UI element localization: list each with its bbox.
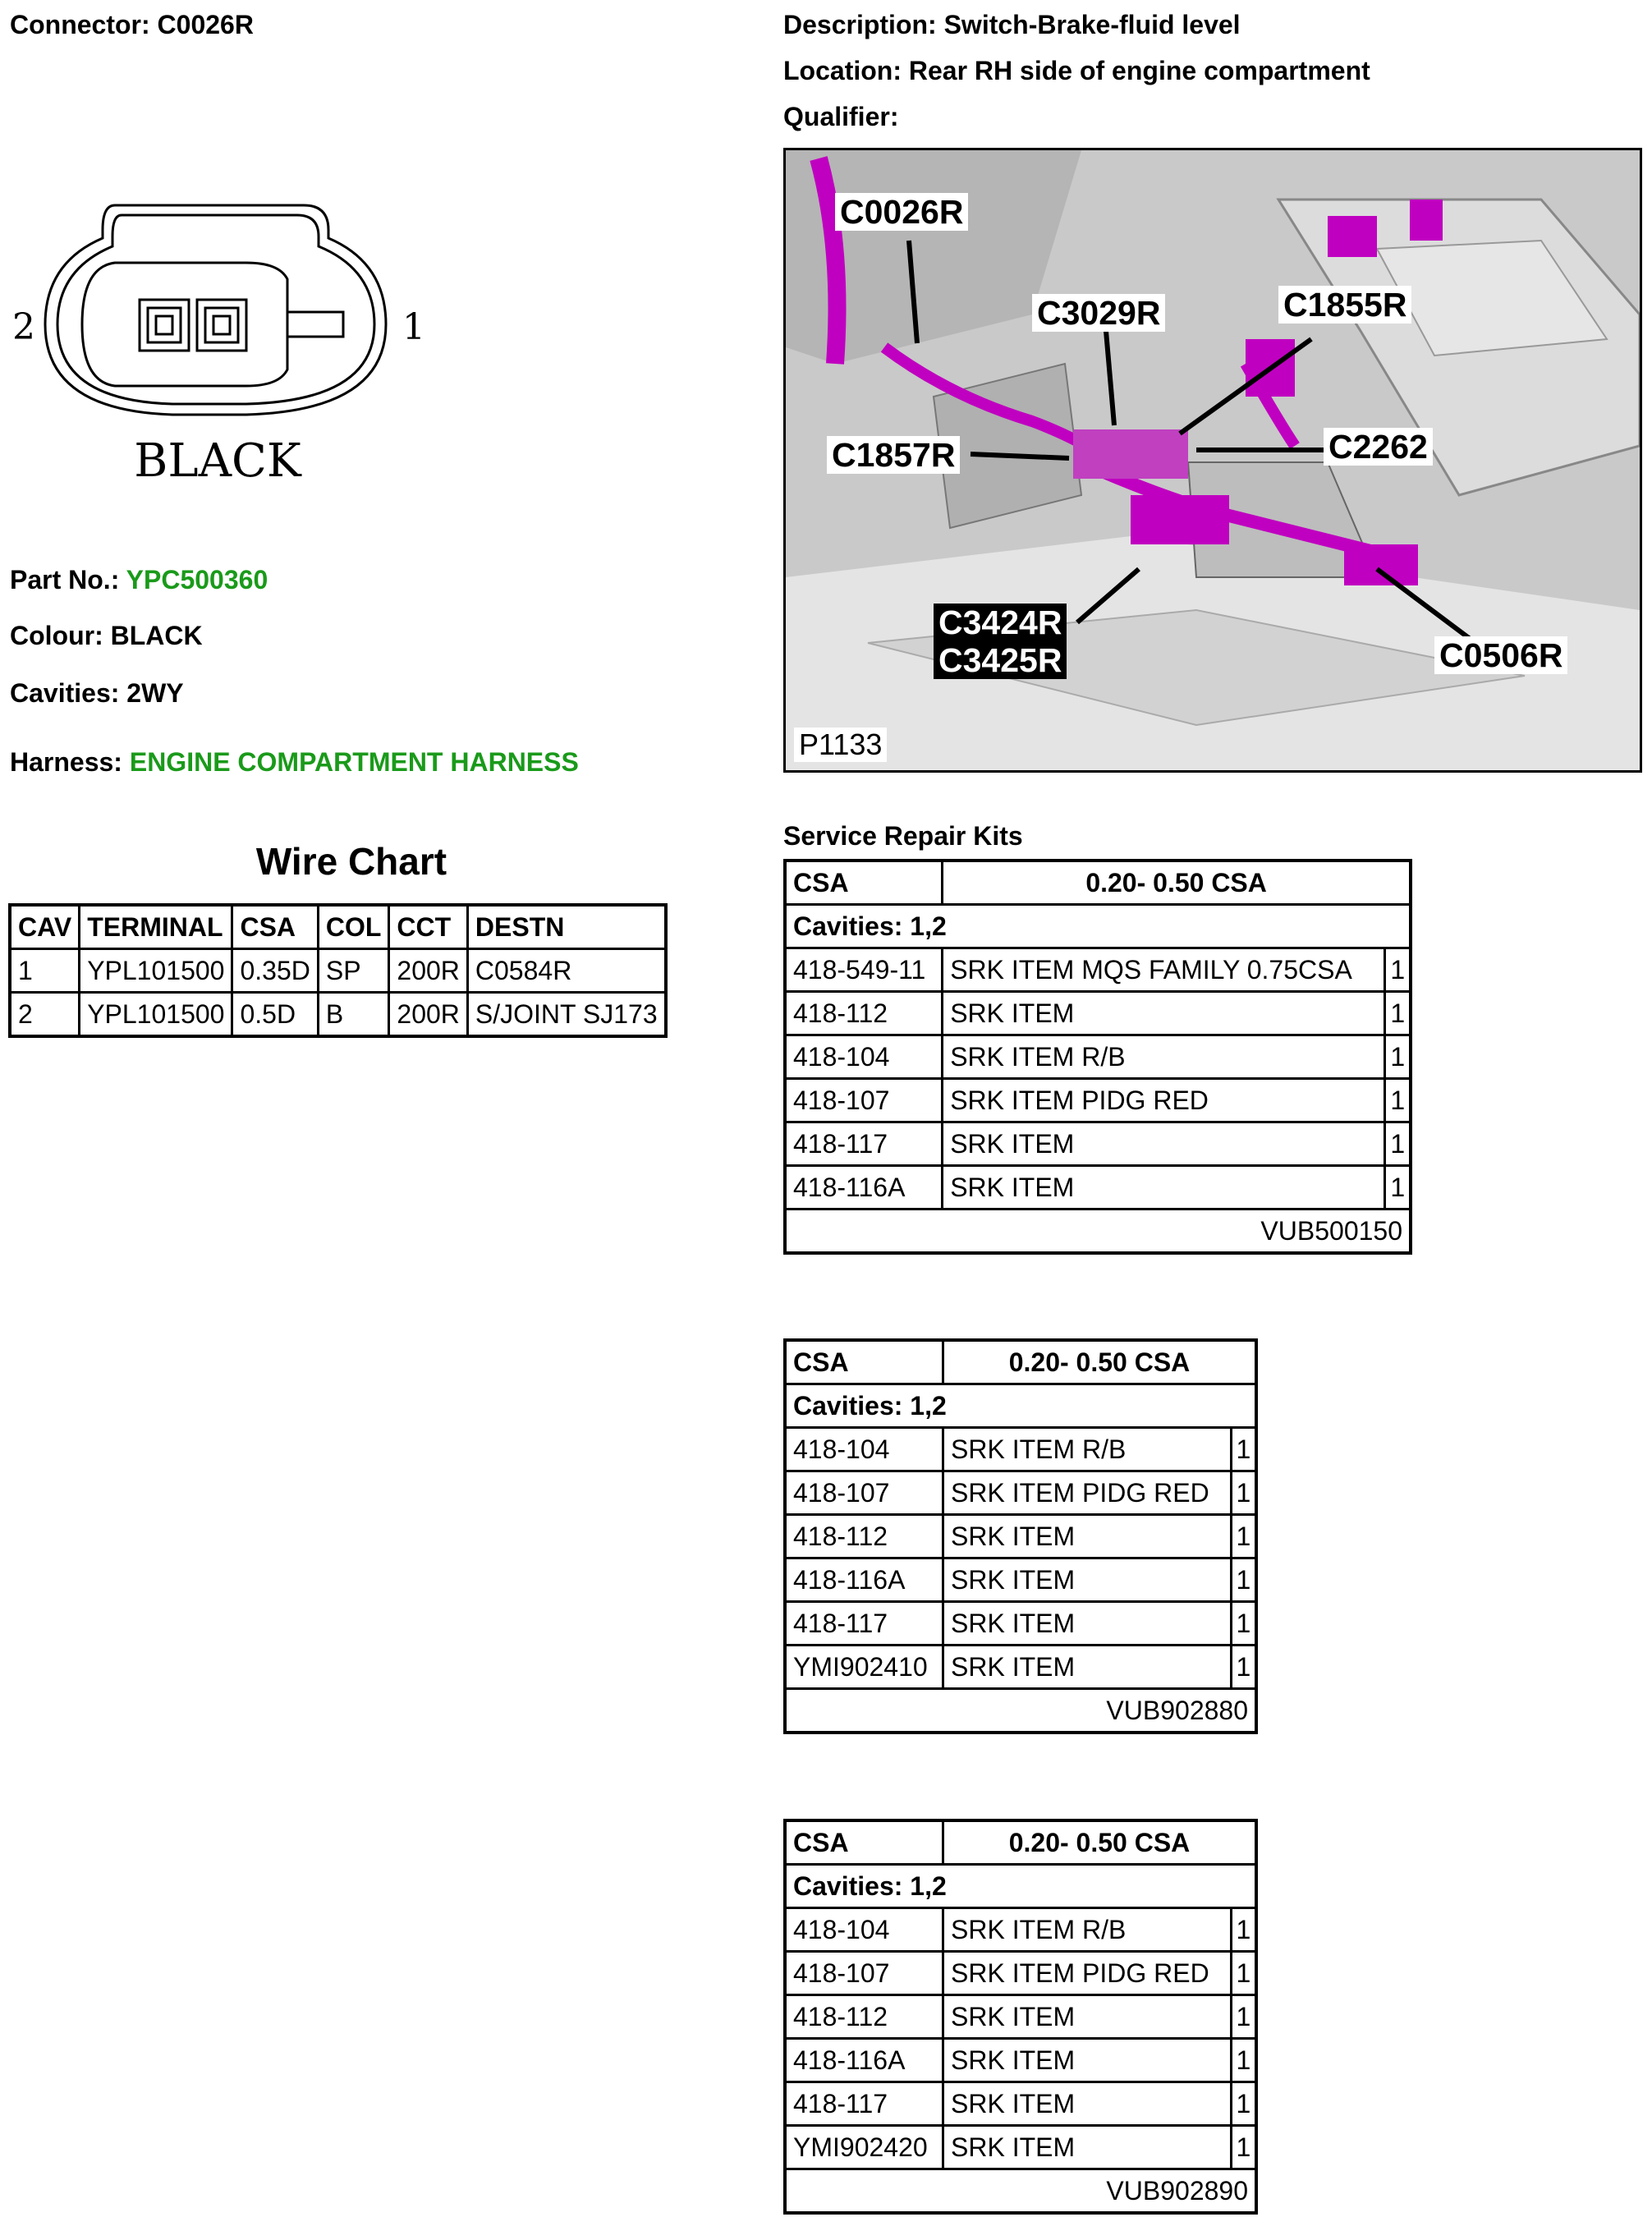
cell: 2 bbox=[10, 993, 80, 1037]
kit-item-desc: SRK ITEM bbox=[943, 1515, 1232, 1558]
table-row bbox=[785, 1952, 1256, 1995]
location-line bbox=[783, 56, 1370, 86]
callout-c3425r: C3425R bbox=[934, 641, 1067, 679]
table-row bbox=[785, 1166, 1411, 1210]
kit-item-code: 418-116A bbox=[785, 2039, 943, 2082]
table-row bbox=[785, 1995, 1256, 2039]
connector-line bbox=[10, 10, 254, 40]
description-label: Description: bbox=[783, 10, 937, 39]
location-photo bbox=[783, 148, 1642, 773]
table-row bbox=[785, 1122, 1411, 1166]
callout-c2262: C2262 bbox=[1324, 428, 1433, 466]
colour-line bbox=[10, 621, 203, 651]
qualifier-label: Qualifier: bbox=[783, 102, 899, 131]
kit-item-desc: SRK ITEM bbox=[943, 1122, 1385, 1166]
cell: 200R bbox=[389, 949, 468, 993]
cell: SP bbox=[318, 949, 389, 993]
table-row bbox=[785, 1471, 1256, 1515]
kit-item-desc: SRK ITEM bbox=[943, 1646, 1232, 1689]
kit-item-code: 418-112 bbox=[785, 1515, 943, 1558]
location-label: Location: bbox=[783, 56, 902, 85]
repair-kit-table bbox=[783, 1819, 1258, 2215]
kit-item-desc: SRK ITEM R/B bbox=[943, 1035, 1385, 1079]
table-row bbox=[785, 2126, 1256, 2169]
header-csa: CSA bbox=[232, 905, 318, 949]
table-row bbox=[785, 1515, 1256, 1558]
callout-c0026r: C0026R bbox=[835, 193, 968, 231]
kit-csa-row bbox=[785, 1340, 1256, 1384]
kit-item-code: 418-104 bbox=[785, 1035, 943, 1079]
kit-item-code: 418-104 bbox=[785, 1908, 943, 1952]
kit-item-code: 418-112 bbox=[785, 992, 943, 1035]
repair-kit-table bbox=[783, 859, 1412, 1255]
kit-item-desc: SRK ITEM bbox=[943, 1558, 1232, 1602]
kit-csa-label: CSA bbox=[785, 1820, 943, 1865]
kit-item-qty: 1 bbox=[1231, 1471, 1256, 1515]
location-value: Rear RH side of engine compartment bbox=[908, 56, 1370, 85]
kit-item-desc: SRK ITEM bbox=[943, 2082, 1232, 2126]
kit-item-code: YMI902420 bbox=[785, 2126, 943, 2169]
kit-item-desc: SRK ITEM PIDG RED bbox=[943, 1471, 1232, 1515]
kit-item-code: 418-117 bbox=[785, 2082, 943, 2126]
callout-c3424r: C3424R bbox=[934, 604, 1067, 641]
connector-label: Connector: bbox=[10, 10, 150, 39]
kit-item-qty: 1 bbox=[1231, 2039, 1256, 2082]
kit-number-row bbox=[785, 1689, 1256, 1733]
kit-csa-value: 0.20- 0.50 CSA bbox=[943, 861, 1411, 905]
kit-item-qty: 1 bbox=[1385, 1166, 1411, 1210]
cell: B bbox=[318, 993, 389, 1037]
table-row bbox=[785, 1079, 1411, 1122]
kit-item-desc: SRK ITEM R/B bbox=[943, 1428, 1232, 1471]
kit-csa-label: CSA bbox=[785, 1340, 943, 1384]
kit-item-qty: 1 bbox=[1231, 1646, 1256, 1689]
kit-cavities-row bbox=[785, 1865, 1256, 1908]
kit-item-code: 418-112 bbox=[785, 1995, 943, 2039]
repair-kit-table bbox=[783, 1338, 1258, 1734]
cell: YPL101500 bbox=[80, 993, 232, 1037]
kit-item-code: 418-116A bbox=[785, 1558, 943, 1602]
kit-item-desc: SRK ITEM MQS FAMILY 0.75CSA bbox=[943, 948, 1385, 992]
kit-csa-value: 0.20- 0.50 CSA bbox=[943, 1340, 1257, 1384]
table-row bbox=[785, 1908, 1256, 1952]
description-value: Switch-Brake-fluid level bbox=[943, 10, 1241, 39]
part-no-label: Part No.: bbox=[10, 565, 120, 594]
connector-color-label: BLACK bbox=[134, 434, 301, 488]
header-terminal: TERMINAL bbox=[80, 905, 232, 949]
wire-chart-title: Wire Chart bbox=[255, 840, 447, 883]
cell: YPL101500 bbox=[80, 949, 232, 993]
cell: 200R bbox=[389, 993, 468, 1037]
description-line bbox=[783, 10, 1241, 40]
kit-item-qty: 1 bbox=[1385, 1035, 1411, 1079]
harness-label: Harness: bbox=[10, 747, 122, 777]
kit-item-code: 418-107 bbox=[785, 1079, 943, 1122]
kit-item-qty: 1 bbox=[1231, 2126, 1256, 2169]
connector-face-diagram bbox=[0, 189, 460, 501]
qualifier-line bbox=[783, 102, 898, 132]
kit-item-qty: 1 bbox=[1231, 2082, 1256, 2126]
kit-item-desc: SRK ITEM bbox=[943, 2126, 1232, 2169]
kit-item-code: 418-117 bbox=[785, 1122, 943, 1166]
part-no-value: YPC500360 bbox=[126, 565, 268, 594]
table-row bbox=[785, 992, 1411, 1035]
kit-item-desc: SRK ITEM PIDG RED bbox=[943, 1952, 1232, 1995]
kit-item-code: 418-104 bbox=[785, 1428, 943, 1471]
colour-value: BLACK bbox=[110, 621, 203, 650]
table-row bbox=[10, 949, 666, 993]
figure-id: P1133 bbox=[794, 728, 887, 762]
pin-2-label: 2 bbox=[12, 306, 35, 348]
wire-chart-table bbox=[8, 903, 668, 1038]
kit-item-code: 418-107 bbox=[785, 1471, 943, 1515]
kit-item-desc: SRK ITEM PIDG RED bbox=[943, 1079, 1385, 1122]
kit-cavities: Cavities: 1,2 bbox=[785, 905, 1411, 948]
kit-item-desc: SRK ITEM bbox=[943, 1995, 1232, 2039]
callout-c3029r: C3029R bbox=[1032, 294, 1165, 332]
harness-value: ENGINE COMPARTMENT HARNESS bbox=[129, 747, 579, 777]
kit-cavities-row bbox=[785, 1384, 1256, 1428]
kit-number-row bbox=[785, 1210, 1411, 1254]
cavities-value: 2WY bbox=[126, 678, 184, 708]
pin-1-label: 1 bbox=[402, 306, 425, 348]
kit-item-qty: 1 bbox=[1385, 1079, 1411, 1122]
kit-csa-row bbox=[785, 861, 1411, 905]
header-col: COL bbox=[318, 905, 389, 949]
kit-item-desc: SRK ITEM R/B bbox=[943, 1908, 1232, 1952]
kit-item-code: 418-117 bbox=[785, 1602, 943, 1646]
callout-c1857r: C1857R bbox=[827, 436, 960, 474]
kit-item-desc: SRK ITEM bbox=[943, 992, 1385, 1035]
kit-item-desc: SRK ITEM bbox=[943, 2039, 1232, 2082]
kit-item-desc: SRK ITEM bbox=[943, 1166, 1385, 1210]
table-row bbox=[785, 1428, 1256, 1471]
cell: 0.5D bbox=[232, 993, 318, 1037]
kit-number-row bbox=[785, 2169, 1256, 2214]
connector-value: C0026R bbox=[157, 10, 254, 39]
cell: C0584R bbox=[467, 949, 665, 993]
kit-item-qty: 1 bbox=[1385, 1122, 1411, 1166]
kit-item-qty: 1 bbox=[1231, 1995, 1256, 2039]
kit-item-qty: 1 bbox=[1231, 1952, 1256, 1995]
table-row bbox=[10, 993, 666, 1037]
table-row bbox=[785, 1558, 1256, 1602]
table-row bbox=[785, 948, 1411, 992]
kit-cavities-row bbox=[785, 905, 1411, 948]
kit-csa-row bbox=[785, 1820, 1256, 1865]
table-row bbox=[785, 2082, 1256, 2126]
callout-c1855r: C1855R bbox=[1278, 286, 1411, 324]
kit-csa-value: 0.20- 0.50 CSA bbox=[943, 1820, 1257, 1865]
wire-chart-header-row bbox=[10, 905, 666, 949]
cell: 1 bbox=[10, 949, 80, 993]
harness-line bbox=[10, 747, 579, 778]
part-no-line bbox=[10, 565, 268, 595]
kit-item-code: 418-116A bbox=[785, 1166, 943, 1210]
kit-number: VUB902890 bbox=[785, 2169, 1256, 2214]
header-cct: CCT bbox=[389, 905, 468, 949]
kit-item-qty: 1 bbox=[1385, 948, 1411, 992]
kit-item-qty: 1 bbox=[1231, 1908, 1256, 1952]
colour-label: Colour: bbox=[10, 621, 103, 650]
callout-c0506r: C0506R bbox=[1434, 636, 1567, 674]
kit-item-qty: 1 bbox=[1231, 1602, 1256, 1646]
header-cav: CAV bbox=[10, 905, 80, 949]
kit-item-qty: 1 bbox=[1231, 1515, 1256, 1558]
table-row bbox=[785, 2039, 1256, 2082]
kit-item-qty: 1 bbox=[1385, 992, 1411, 1035]
cell: S/JOINT SJ173 bbox=[467, 993, 665, 1037]
kit-item-code: YMI902410 bbox=[785, 1646, 943, 1689]
cavities-line bbox=[10, 678, 184, 709]
kit-cavities: Cavities: 1,2 bbox=[785, 1384, 1256, 1428]
kit-item-qty: 1 bbox=[1231, 1428, 1256, 1471]
kit-csa-label: CSA bbox=[785, 861, 943, 905]
kit-number: VUB902880 bbox=[785, 1689, 1256, 1733]
cavities-label: Cavities: bbox=[10, 678, 120, 708]
kit-number: VUB500150 bbox=[785, 1210, 1411, 1254]
header-destn: DESTN bbox=[467, 905, 665, 949]
table-row bbox=[785, 1602, 1256, 1646]
table-row bbox=[785, 1646, 1256, 1689]
kit-cavities: Cavities: 1,2 bbox=[785, 1865, 1256, 1908]
kit-item-desc: SRK ITEM bbox=[943, 1602, 1232, 1646]
kit-item-qty: 1 bbox=[1231, 1558, 1256, 1602]
kit-item-code: 418-549-11 bbox=[785, 948, 943, 992]
cell: 0.35D bbox=[232, 949, 318, 993]
service-repair-kits-title: Service Repair Kits bbox=[783, 821, 1023, 851]
kit-item-code: 418-107 bbox=[785, 1952, 943, 1995]
table-row bbox=[785, 1035, 1411, 1079]
